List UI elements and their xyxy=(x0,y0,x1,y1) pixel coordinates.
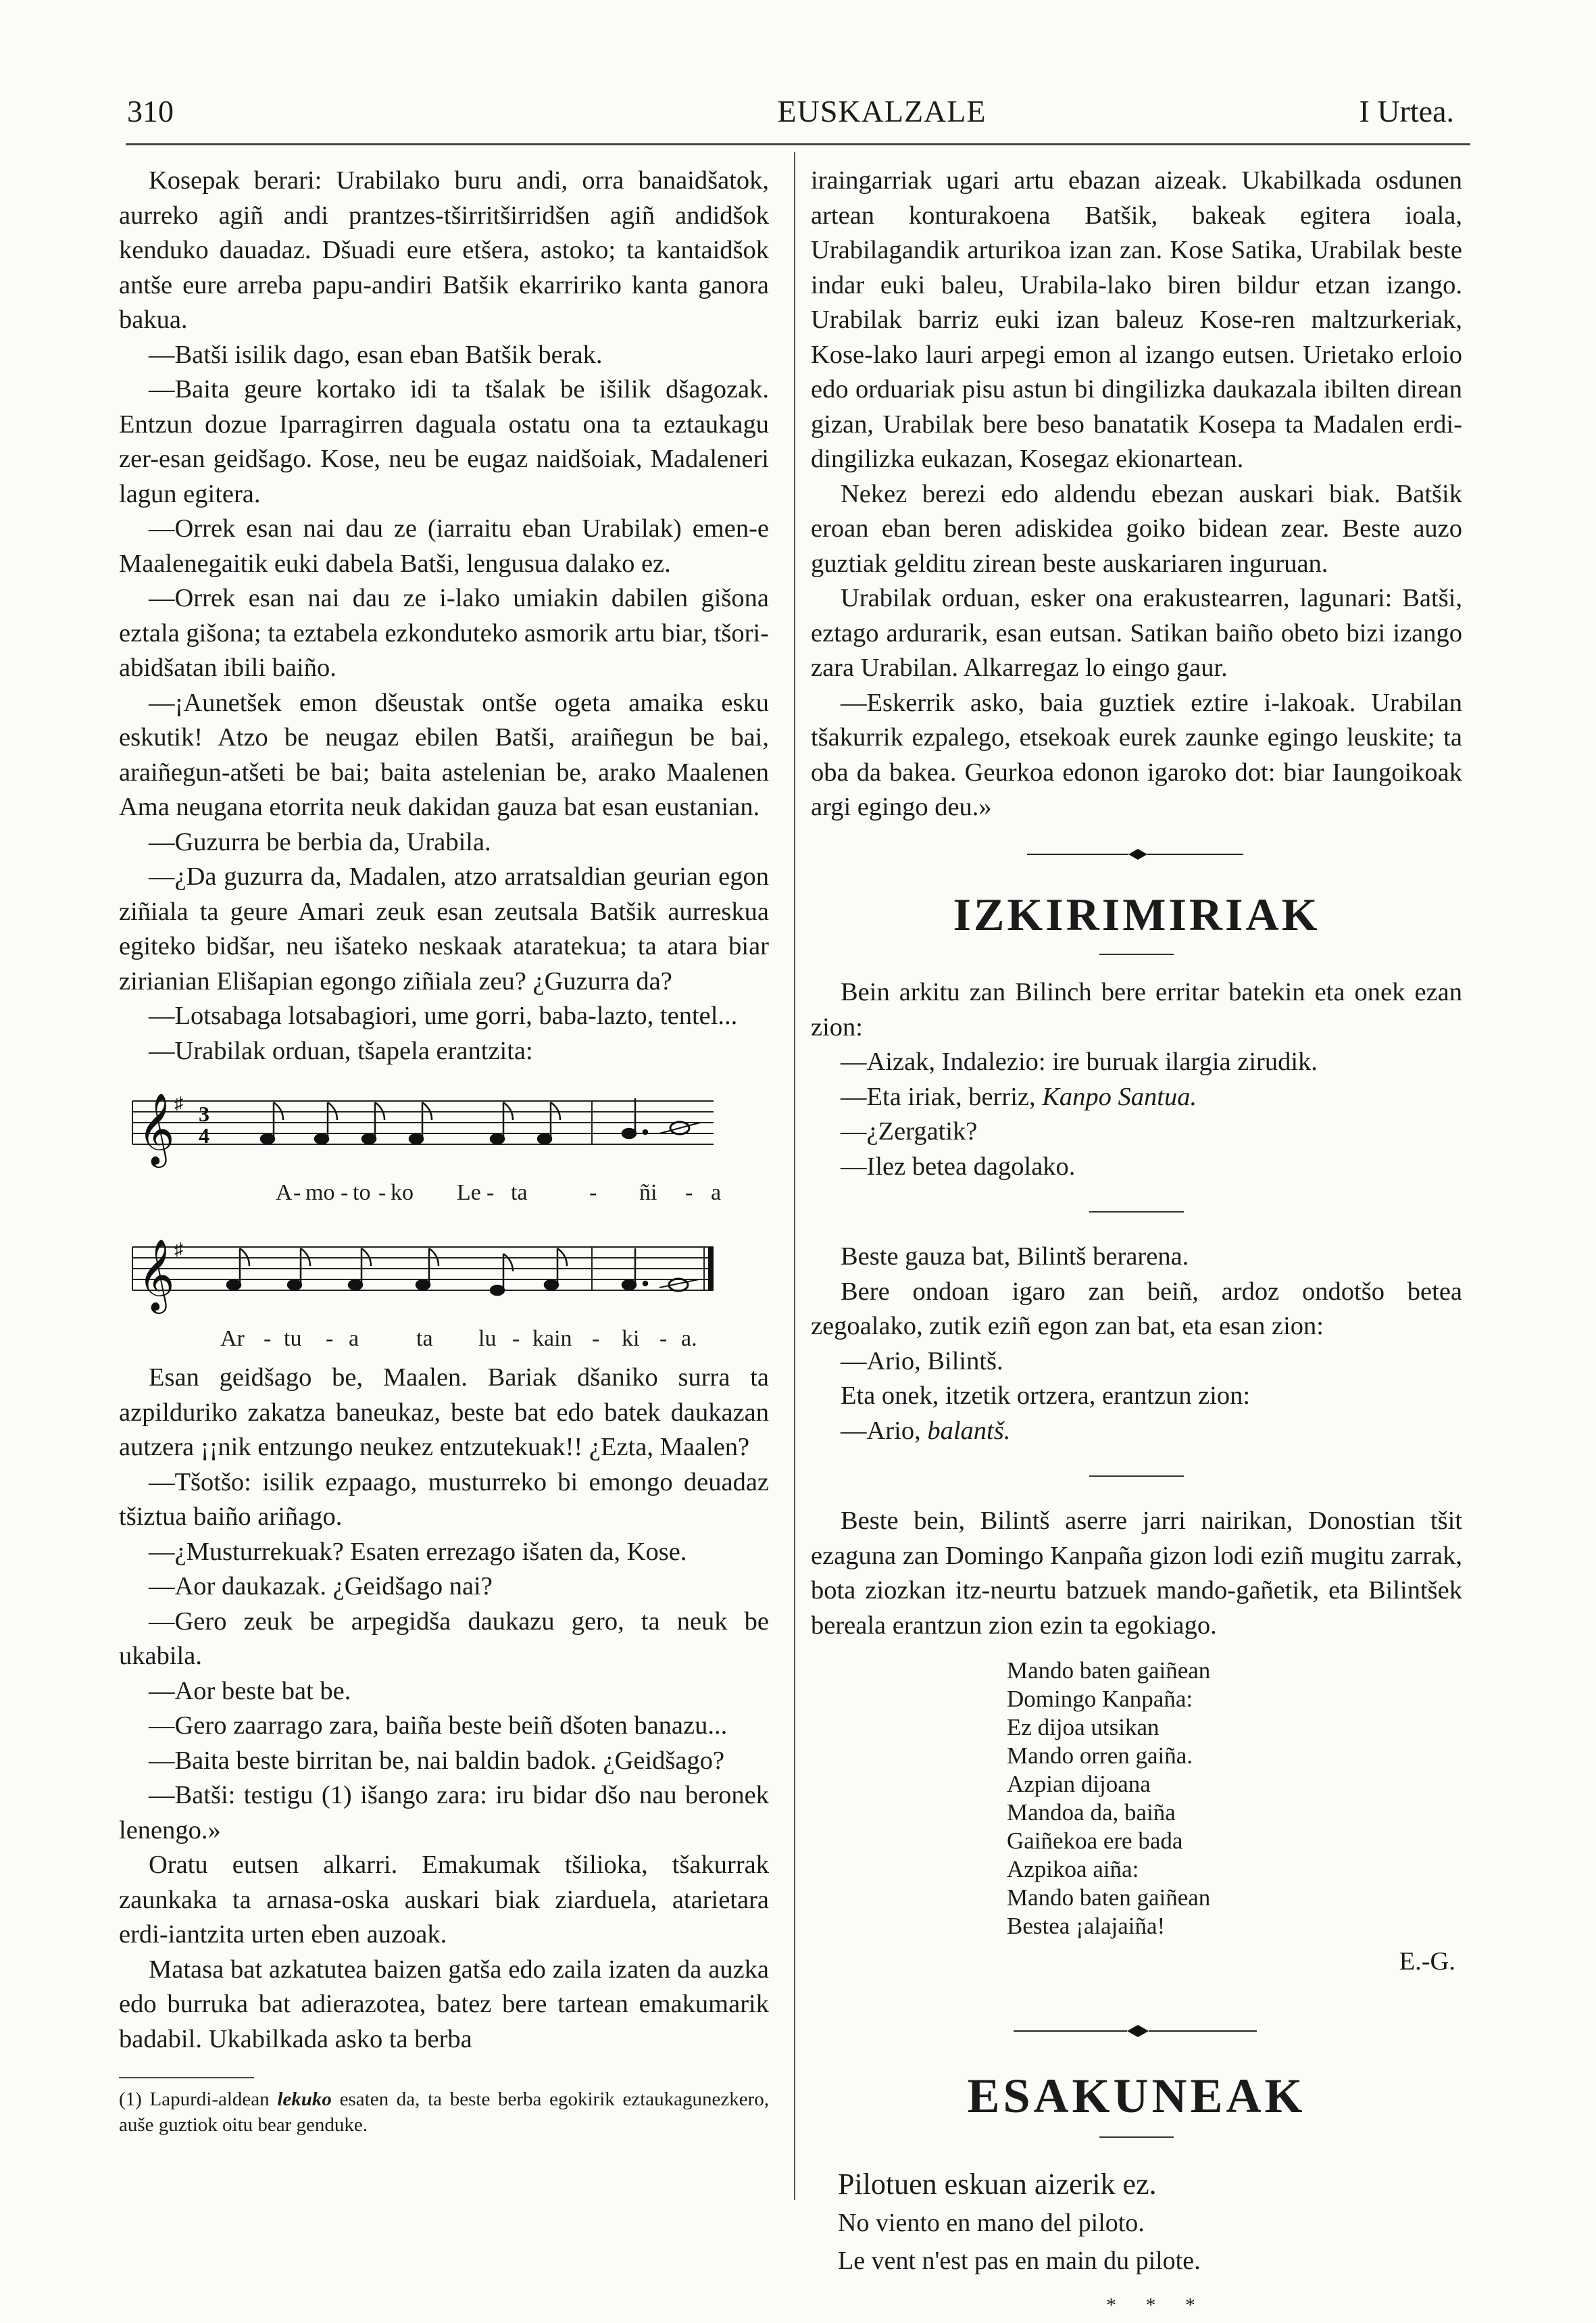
poem-line: Domingo Kanpaña: xyxy=(1007,1686,1193,1712)
proverb-spanish: No viento en mano del piloto. xyxy=(838,2209,1145,2237)
music-lyrics-1: A - mo - to - ko Le - ta - ñi - a xyxy=(276,1180,722,1205)
volume-year: I Urtea. xyxy=(1359,94,1454,128)
paragraph: Esan geidšago be, Maalen. Bariak dšaniko surra ta azpilduriko zakatza baneukaz, beste bat edo batek daukazan autzera ¡¡nik entzungo neukez entzutekuak!! ¿Ezta, Maalen? xyxy=(119,1363,769,1461)
paragraph: —¿Da guzurra da, Madalen, atzo arratsaldian geurian egon ziñiala ta geure Amari zeuk esan zeutsala Batšik aurreskua egiteko bidšar, neu išateko neskaak ataratekua; ta atara biar zirianian Elišapian egongo ziñiala zeu? ¿Guzurra da? xyxy=(119,862,769,996)
paragraph: Beste gauza bat, Bilintš berarena. xyxy=(841,1242,1189,1271)
paragraph: —Aor daukazak. ¿Geidšago nai? xyxy=(149,1572,493,1600)
section-title-esakuneak: ESAKUNEAK xyxy=(967,2069,1306,2123)
ornament-divider xyxy=(811,844,1462,864)
paragraph: Bere ondoan igaro zan beiñ, ardoz ondotšo betea zegoalako, zutik eziñ egon zan bat, eta esan zion: xyxy=(811,1277,1462,1340)
paragraph: Urabilak orduan, esker ona erakustearren, lagunari: Batši, eztago ardurarik, esan eutsan. Satikan baiño obeto bizi izango zara Urabilan. Alkarregaz lo eingo gaur. xyxy=(811,584,1462,682)
paragraph: Eta onek, itzetik ortzera, erantzun zion: xyxy=(841,1381,1251,1410)
paragraph: —Orrek esan nai dau ze (iarraitu eban Urabilak) emen-e Maalenegaitik euki dabela Batši, lengusua dalako ez. xyxy=(119,514,769,578)
paragraph: Oratu eutsen alkarri. Emakumak tšilioka, tšakurrak zaunkaka ta arnasa-oska auskari biak ziarduela, atarietara erdi-iantzita urten eben auzoak. xyxy=(119,1851,769,1949)
page-number: 310 xyxy=(127,94,174,128)
paragraph: Nekez berezi edo aldendu ebezan auskari biak. Batšik eroan eban beren adiskidea goiko bidean zear. Beste auzo guztiak gelditu zirean beste auskariaren inguruan. xyxy=(811,479,1462,578)
paragraph: —Baita geure kortako idi ta tšalak be išilik dšagozak. Entzun dozue Iparragirren daguala ostatu ona ta eztaukagu zer-esan geidšago. Kose, neu be eugaz naidšoiak, Madaleneri lagun egitera. xyxy=(119,375,769,508)
proverb-french: Le vent n'est pas en main du pilote. xyxy=(838,2247,1201,2275)
music-staff-1 xyxy=(119,1074,727,1175)
paragraph: —Batši isilik dago, esan eban Batšik berak. xyxy=(149,340,603,369)
footnote-rule xyxy=(119,2077,254,2078)
paragraph: —Eskerrik asko, baia guztiek eztire i-lakoak. Urabilan tšakurrik ezpalego, etsekoak eurek zaunke egingo leuskite; ta oba da bakea. Geurkoa edonon igaroko dot: biar Iaungoikoak argi egingo deu.» xyxy=(811,688,1462,821)
poem-line: Mando orren gaiña. xyxy=(1007,1742,1193,1769)
footnote-text: esaten da, ta beste berba egokirik eztaukagunezkero, auše guztiok oitu bear genduke. xyxy=(119,2088,770,2136)
title-rule xyxy=(1099,954,1174,955)
paragraph: —¿Musturrekuak? Esaten errezago išaten da, Kose. xyxy=(149,1537,687,1566)
paragraph: —Lotsabaga lotsabagiori, ume gorri, baba-lazto, tentel... xyxy=(149,1002,738,1030)
footnote-term: lekuko xyxy=(277,2088,332,2110)
poem-line: Ez dijoa utsikan xyxy=(1007,1714,1159,1740)
paragraph: —Baita beste birritan be, nai baldin badok. ¿Geidšago? xyxy=(149,1746,725,1775)
dialogue-line: —Aizak, Indalezio: ire buruak ilargia zirudik. xyxy=(841,1048,1318,1076)
paragraph: —Urabilak orduan, tšapela erantzita: xyxy=(149,1036,533,1065)
dialogue-line: —Ario, Bilintš. xyxy=(841,1346,1003,1375)
left-column xyxy=(119,164,769,2138)
column-divider xyxy=(794,152,795,2200)
poem-line: Mando baten gaiñean xyxy=(1007,1884,1211,1911)
music-staff-2 xyxy=(119,1220,727,1321)
paragraph: —Gero zaarrago zara, baiña beste beiñ dšoten banazu... xyxy=(149,1711,728,1740)
poem-line: Mandoa da, baiña xyxy=(1007,1799,1176,1826)
asterism: * * * xyxy=(1106,2294,1207,2316)
paragraph: —Orrek esan nai dau ze i-lako umiakin dabilen gišona eztala gišona; ta eztabela ezkonduteko asmorik artu biar, tšori-abidšatan ibili baiño. xyxy=(119,584,769,682)
header-rule xyxy=(126,143,1470,145)
dialogue-line: —Eta iriak, berriz, Kanpo Santua. xyxy=(841,1082,1197,1111)
paragraph: iraingarriak ugari artu ebazan aizeak. Ukabilkada osdunen artean konturakoena Batšik, bakeak egitera ioala, Urabilagandik arturikoa izan zan. Kose Satika, Urabilak beste indar euki baleu, Urabila-lako biren bildur etzan izango. Urabilak barriz euki izan baleuz Kose-ren maltzurkeriak, Kose-lako lauri arpegi emon al izango eutsen. Urietako erloio edo orduariak pisu astun bi dingilizka daukazala ibilten direan gizan, Urabilak bere beso banatatik Kosepa ta Madalen erdi-dingilizka eukazan, Kosegaz ekionartean. xyxy=(811,166,1462,473)
svg-text:𝄞: 𝄞 xyxy=(138,1092,175,1165)
svg-text:3: 3 xyxy=(199,1102,209,1126)
title-rule xyxy=(1099,2136,1174,2138)
signature: E.-G. xyxy=(1399,1947,1455,1976)
svg-text:𝄞: 𝄞 xyxy=(138,1238,175,1311)
paragraph: —Gero zeuk be arpegidša daukazu gero, ta neuk be ukabila. xyxy=(119,1607,769,1670)
poem-line: Azpikoa aiña: xyxy=(1007,1856,1139,1882)
paragraph: Bein arkitu zan Bilinch bere erritar batekin eta onek ezan zion: xyxy=(811,978,1462,1042)
dialogue-line: —Ario, balantš. xyxy=(841,1416,1011,1445)
poem-line: Mando baten gaiñean xyxy=(1007,1657,1211,1684)
section-title-izkirimiriak: IZKIRIMIRIAK xyxy=(953,889,1320,940)
proverb-basque: Pilotuen eskuan aizerik ez. xyxy=(838,2168,1157,2201)
right-column xyxy=(811,164,1462,2323)
separator-rule xyxy=(1089,1211,1184,1213)
paragraph: —Guzurra be berbia da, Urabila. xyxy=(149,827,491,856)
poem-line: Azpian dijoana xyxy=(1007,1771,1151,1797)
paragraph: —Batši: testigu (1) išango zara: iru bidar dšo nau beronek lenengo.» xyxy=(119,1781,769,1844)
poem-line: Bestea ¡alajaiña! xyxy=(1007,1913,1166,1939)
separator-rule xyxy=(1089,1475,1184,1477)
poem xyxy=(1007,1657,1462,1940)
poem-line: Gaiñekoa ere bada xyxy=(1007,1828,1183,1854)
svg-text:♯: ♯ xyxy=(174,1094,183,1113)
music-lyrics-2: Ar - tu - a ta lu - kain - ki - a. xyxy=(220,1326,697,1351)
running-title: EUSKALZALE xyxy=(777,94,987,128)
paragraph: Kosepak berari: Urabilako buru andi, orra banaidšatok, aurreko agiñ andi prantzes-tširritširridšen agiñ andidšok kenduko dauadaz. Dšuadi eure etšera, astoko; ta kantaidšok antše eure arreba papu-andiri Batšik ekarririko kanta ganora bakua. xyxy=(119,166,769,334)
footnote-marker: (1) xyxy=(119,2088,142,2110)
dialogue-line: —Ilez betea dagolako. xyxy=(841,1152,1076,1181)
footnote xyxy=(119,2086,769,2138)
dialogue-line: —¿Zergatik? xyxy=(841,1117,978,1146)
paragraph: Matasa bat azkatutea baizen gatša edo zaila izaten da auzka edo burruka bat adierazotea, batez bere tartean emakumarik badabil. Ukabilkada asko ta berba xyxy=(119,1955,769,2053)
footnote-text: Lapurdi-aldean xyxy=(149,2088,270,2110)
running-header xyxy=(0,93,1596,134)
ornament-divider xyxy=(811,2018,1462,2045)
paragraph: —Aor beste bat be. xyxy=(149,1676,351,1705)
paragraph: Beste bein, Bilintš aserre jarri nairikan, Donostian tšit ezaguna zan Domingo Kanpaña gizon lodi eziñ mugitu zarrak, bota ziozkan itz-neurtu batzuek mando-gañetik, eta Bilintšek bereala erantzun zion ezin ta egokiago. xyxy=(811,1507,1462,1640)
svg-text:♯: ♯ xyxy=(174,1240,183,1259)
svg-text:4: 4 xyxy=(199,1123,209,1148)
paragraph: —¡Aunetšek emon dšeustak ontše ogeta amaika esku eskutik! Atzo be neugaz ebilen Batši, araiñegun be bai, araiñegun-atšeti be bai; baita astelenian be, arako Maalenen Ama neugana etorrita neuk dakidan gauza bat esan eustanian. xyxy=(119,688,769,821)
paragraph: —Tšotšo: isilik ezpaago, musturreko bi emongo deuadaz tšiztua baiño ariñago. xyxy=(119,1467,769,1531)
